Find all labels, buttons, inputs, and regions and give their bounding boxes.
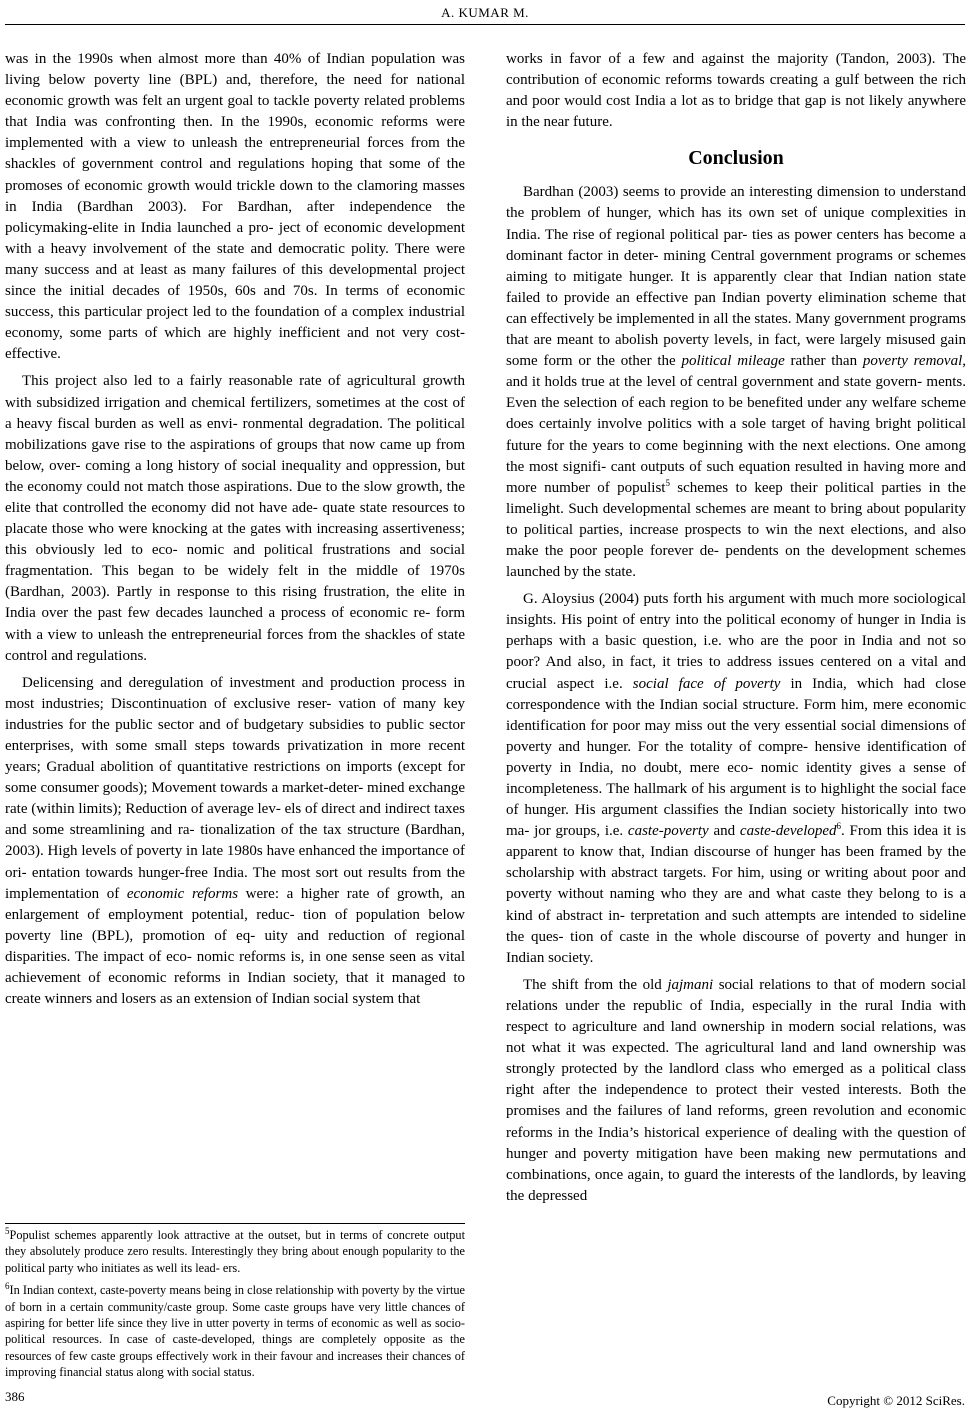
- footnote-6: $^6$In Indian context, caste-poverty means being in close relationship with poverty by the virtue of born in a certain community/caste group. Some caste groups have very little chances of aspiring for better life since they live in utter poverty in terms of economic as well as socio-political resources. In case of caste-developed, things are completely opposite as the resources of few caste groups effectively work in their favour and increases their chances of improving financial status along with social status.: [5, 1281, 465, 1380]
- page-number: 386: [5, 1389, 25, 1404]
- copyright: Copyright © 2012 SciRes.: [827, 1393, 965, 1408]
- footnote-5: $^5$Populist schemes apparently look attractive at the outset, but in terms of concrete output they absolutely produce zero results. Interestingly they bring about enough popularity to the political party who initiates as well its lead- ers.: [5, 1225, 465, 1275]
- footnotes: [5, 1223, 465, 1387]
- right-column: [506, 49, 966, 1207]
- paragraph: was in the 1990s when almost more than 40% of Indian population was living below poverty line (BPL) and, therefore, the need for national economic growth was felt an urgent goal to tackle poverty related problems that India was confronting then. In the 1990s, economic reforms were implemented with a view to unleash the entrepreneurial forces from the shackles of government control and regulations hoping that some of the promoses of economic growth would trickle down to the clamoring masses in India (Bardhan 2003). For Bardhan, after independence the policymaking-elite in India launched a pro- ject of economic development with a heavy involvement of the state and democratic polity. There were many success and at least as many failures of this developmental project since the initial decades of 1950s, 60s and 70s. In terms of economic success, this particular project led to the foundation of a complex industrial economy, some parts of which are highly inefficient and not very cost-effective.: [5, 51, 465, 363]
- emphasis: caste-developed: [739, 823, 837, 840]
- emphasis: caste-poverty: [627, 823, 709, 840]
- paragraph: The shift from the old jajmani social relations to that of modern social relations under the republic of India, especially in the rural India with respect to agriculture and land ownership in modern social relations, was not what it was expected. The agricultural land and land ownership was strongly protected by the landlord class who emerged as a political class right after the independence to protect their vested interests. Both the promises and the failures of land reforms, green revolution and economic reforms in the India’s historical experience of dealing with the question of hunger and poverty mitigation have been making new permutations and combinations, once again, to guard the interests of the landlords, by leaving the depressed: [506, 976, 967, 1204]
- paragraph: works in favor of a few and against the majority (Tandon, 2003). The contribution of economic reforms towards creating a gulf between the rich and poor would cost India a lot as to bridge that gap is not likely anywhere in the near future.: [506, 51, 966, 131]
- footnote-ref: 6: [836, 821, 842, 832]
- paragraph: This project also led to a fairly reasonable rate of agricultural growth with subsidized irrigation and chemical fertilizers, sometimes at the cost of a heavy fiscal burden as well as envi- ronmental degradation. The political mobilizations gave rise to the aspirations of groups that now came up from below, over- coming a long history of social inequality and oppression, but the economy could not match those aspirations. Due to the slow growth, the elite that controlled the economy did not have ade- quate state resources to placate those who were knocking at the gates with increasing assertiveness; this obviously led to eco- nomic and political frustrations and social fragmentation. This began to be widely felt in the middle of 1970s (Bardhan, 2003). Partly in response to this rising frustration, the elite in India over the past few decades launched a process of economic re- form with a view to unleash the entrepreneurial forces from the shackles of state control and regulations.: [5, 373, 465, 664]
- left-column: [5, 49, 465, 1010]
- emphasis: economic reforms: [126, 885, 239, 902]
- section-heading: Conclusion: [688, 147, 784, 170]
- running-head: A. KUMAR M.: [441, 5, 529, 20]
- footnote-rule: [5, 1223, 465, 1224]
- emphasis: poverty removal: [862, 353, 963, 370]
- emphasis: jajmani: [667, 976, 714, 993]
- emphasis: social face of poverty: [632, 675, 781, 692]
- footnote-ref: 5: [665, 477, 670, 488]
- paragraph: Delicensing and deregulation of investment and production process in most industries; Discontinuation of exclusive reser- vation of many key industries for the public sector and of budgetary subsidies to public sector enterprises, with some small steps towards privatization in more recent years; Gradual abolition of quantitative restrictions on imports (except for some consumer goods); Movement towards a market-deter- mined exchange rate (within limits); Reduction of average lev- els of direct and indirect taxes and some streamlining and ra- tionalization of the tax structure (Bardhan, 2003). High levels of poverty in late 1980s have enhanced the importance of ori- entation towards hunger-free India. The most sort out results from the implementation of economic reforms were: a higher rate of growth, an enlargement of employment potential, reduc- tion of population below poverty line (BPL), promotion of eq- uity and reduction of regional disparities. The impact of eco- nomic reforms is, in one sense seen as vital achievement of economic reforms in Indian society, that it managed to create winners and losers as an extension of Indian social system that: [5, 674, 465, 1008]
- header-rule: [5, 24, 965, 25]
- paragraph: Bardhan (2003) seems to provide an interesting dimension to understand the problem of hunger, which has its own set of unique complexities in India. The rise of regional political par- ties as power centers has become a dominant factor in deter- mining Central government programs or schemes aiming to mitigate hunger. It is apparently clear that Indian nation state failed to provide an effective pan Indian poverty elimination scheme that can effectively be implemented in all the states. Many government programs that are meant to abolish poverty levels, in fact, were largely misused gain some form or the other the political mileage rather than poverty removal, and it holds true at the level of central government and state govern- ments. Even the selection of each region to be benefited under any welfare scheme does certainly involve politics with a sole target of having bright political future for the years to come beginning with the next elections. One among the most signifi- cant outputs of such equation resulted in having more and more number of populist$^5$ schemes to keep their political parties in the limelight. Such developmental schemes are meant to bring about popularity to political parties, increase prospects to win the next elections, and also make the poor people forever de- pendents on the development schemes launched by the state.: [506, 184, 966, 581]
- paragraph: G. Aloysius (2004) puts forth his argument with much more sociological insights. His point of entry into the political economy of hunger in India is perhaps with a basic question, i.e. who are the poor in India and not so poor? And also, in fact, it tries to address issues centered on a vital and crucial aspect i.e. social face of poverty in India, which had close correspondence with the Indian social structure. Form him, mere economic identification for poor may miss out the very essential social dimensions of poverty and hunger. For the totality of compre- hensive identification of poverty in India, no doubt, mere eco- nomic identity gives a sense of incompleteness. The hallmark of his argument is to highlight the social face of hunger. His argument classifies the Indian society historically into two ma- jor groups, i.e. caste-poverty and caste-developed$^6$. From this idea it is apparent to know that, Indian discourse of hunger has been framed by the scholarship with abstract targets. For him, using or writing about poor and poverty without naming who they are and what caste they belong to is a kind of abstract in- terpretation and such attempts are intended to sideline the ques- tion of caste in the whole discourse of poverty and hunger in Indian society.: [506, 591, 967, 966]
- emphasis: political mileage: [681, 353, 785, 370]
